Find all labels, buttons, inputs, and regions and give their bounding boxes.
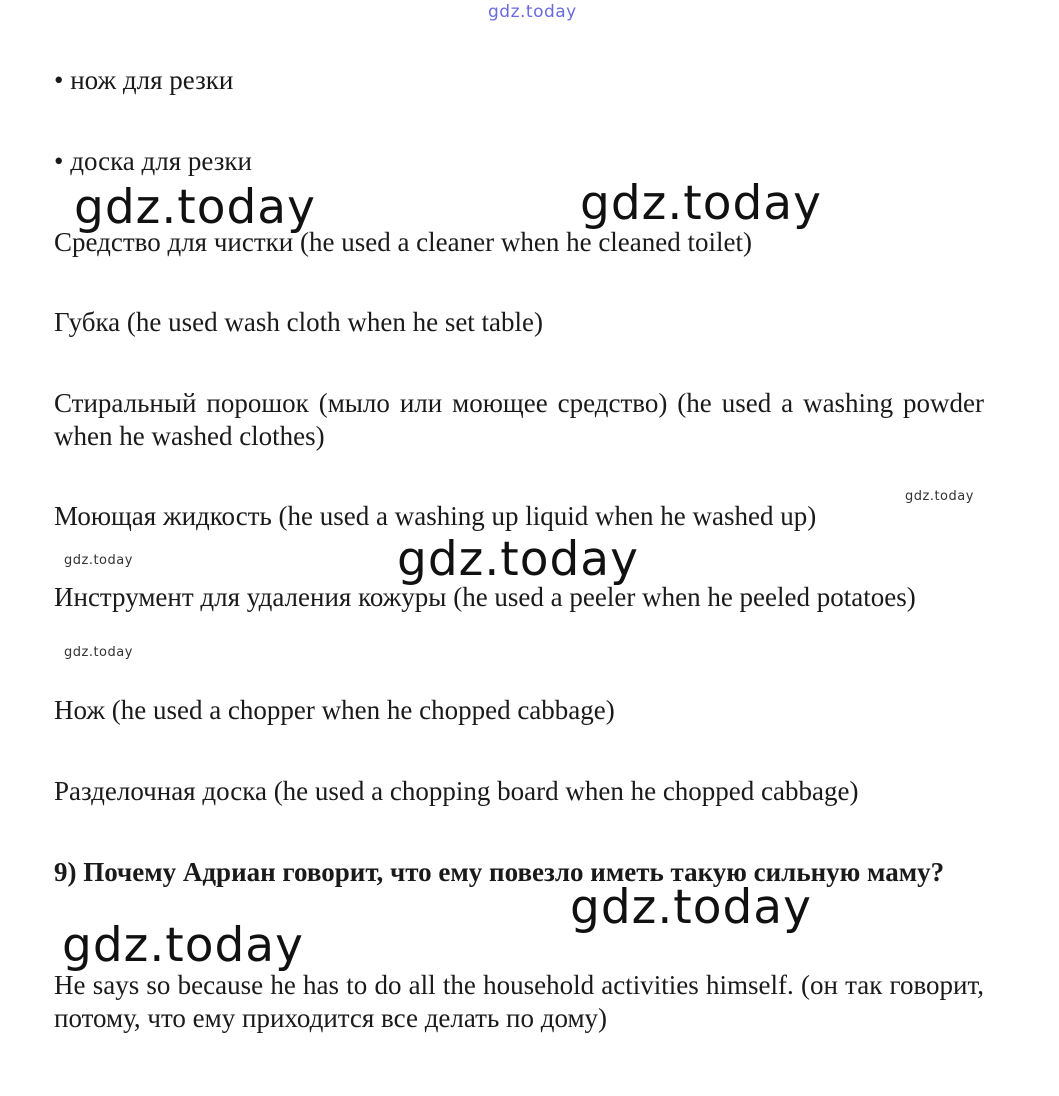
item-washing-powder: Стиральный порошок (мыло или моющее средство) (he used a washing powder when he washed clothes): [54, 388, 984, 451]
watermark-small: gdz.today: [905, 489, 974, 504]
watermark-large: gdz.today: [74, 180, 316, 235]
item-peeler: Инструмент для удаления кожуры (he used a peeler when he peeled potatoes): [54, 582, 916, 612]
question-heading: 9) Почему Адриан говорит, что ему повезло иметь такую сильную маму?: [54, 857, 945, 887]
bullet-item-1: • нож для резки: [54, 65, 234, 95]
watermark-large: gdz.today: [570, 880, 812, 935]
watermark-top: gdz.today: [488, 2, 577, 22]
watermark-large: gdz.today: [580, 176, 822, 231]
watermark-large: gdz.today: [62, 918, 304, 973]
item-chopping-board: Разделочная доска (he used a chopping board when he chopped cabbage): [54, 776, 859, 806]
bullet-item-2: • доска для резки: [54, 146, 252, 176]
item-washing-liquid: Моющая жидкость (he used a washing up liquid when he washed up): [54, 501, 817, 531]
item-sponge: Губка (he used wash cloth when he set table): [54, 307, 544, 337]
answer-paragraph: He says so because he has to do all the household activities himself. (он так говорит, потому, что ему приходится все делать по дому): [54, 970, 984, 1033]
watermark-large: gdz.today: [397, 532, 639, 587]
watermark-small: gdz.today: [64, 645, 133, 660]
item-cleaner: Средство для чистки (he used a cleaner when he cleaned toilet): [54, 227, 752, 257]
watermark-small: gdz.today: [64, 553, 133, 568]
item-chopper: Нож (he used a chopper when he chopped cabbage): [54, 695, 615, 725]
